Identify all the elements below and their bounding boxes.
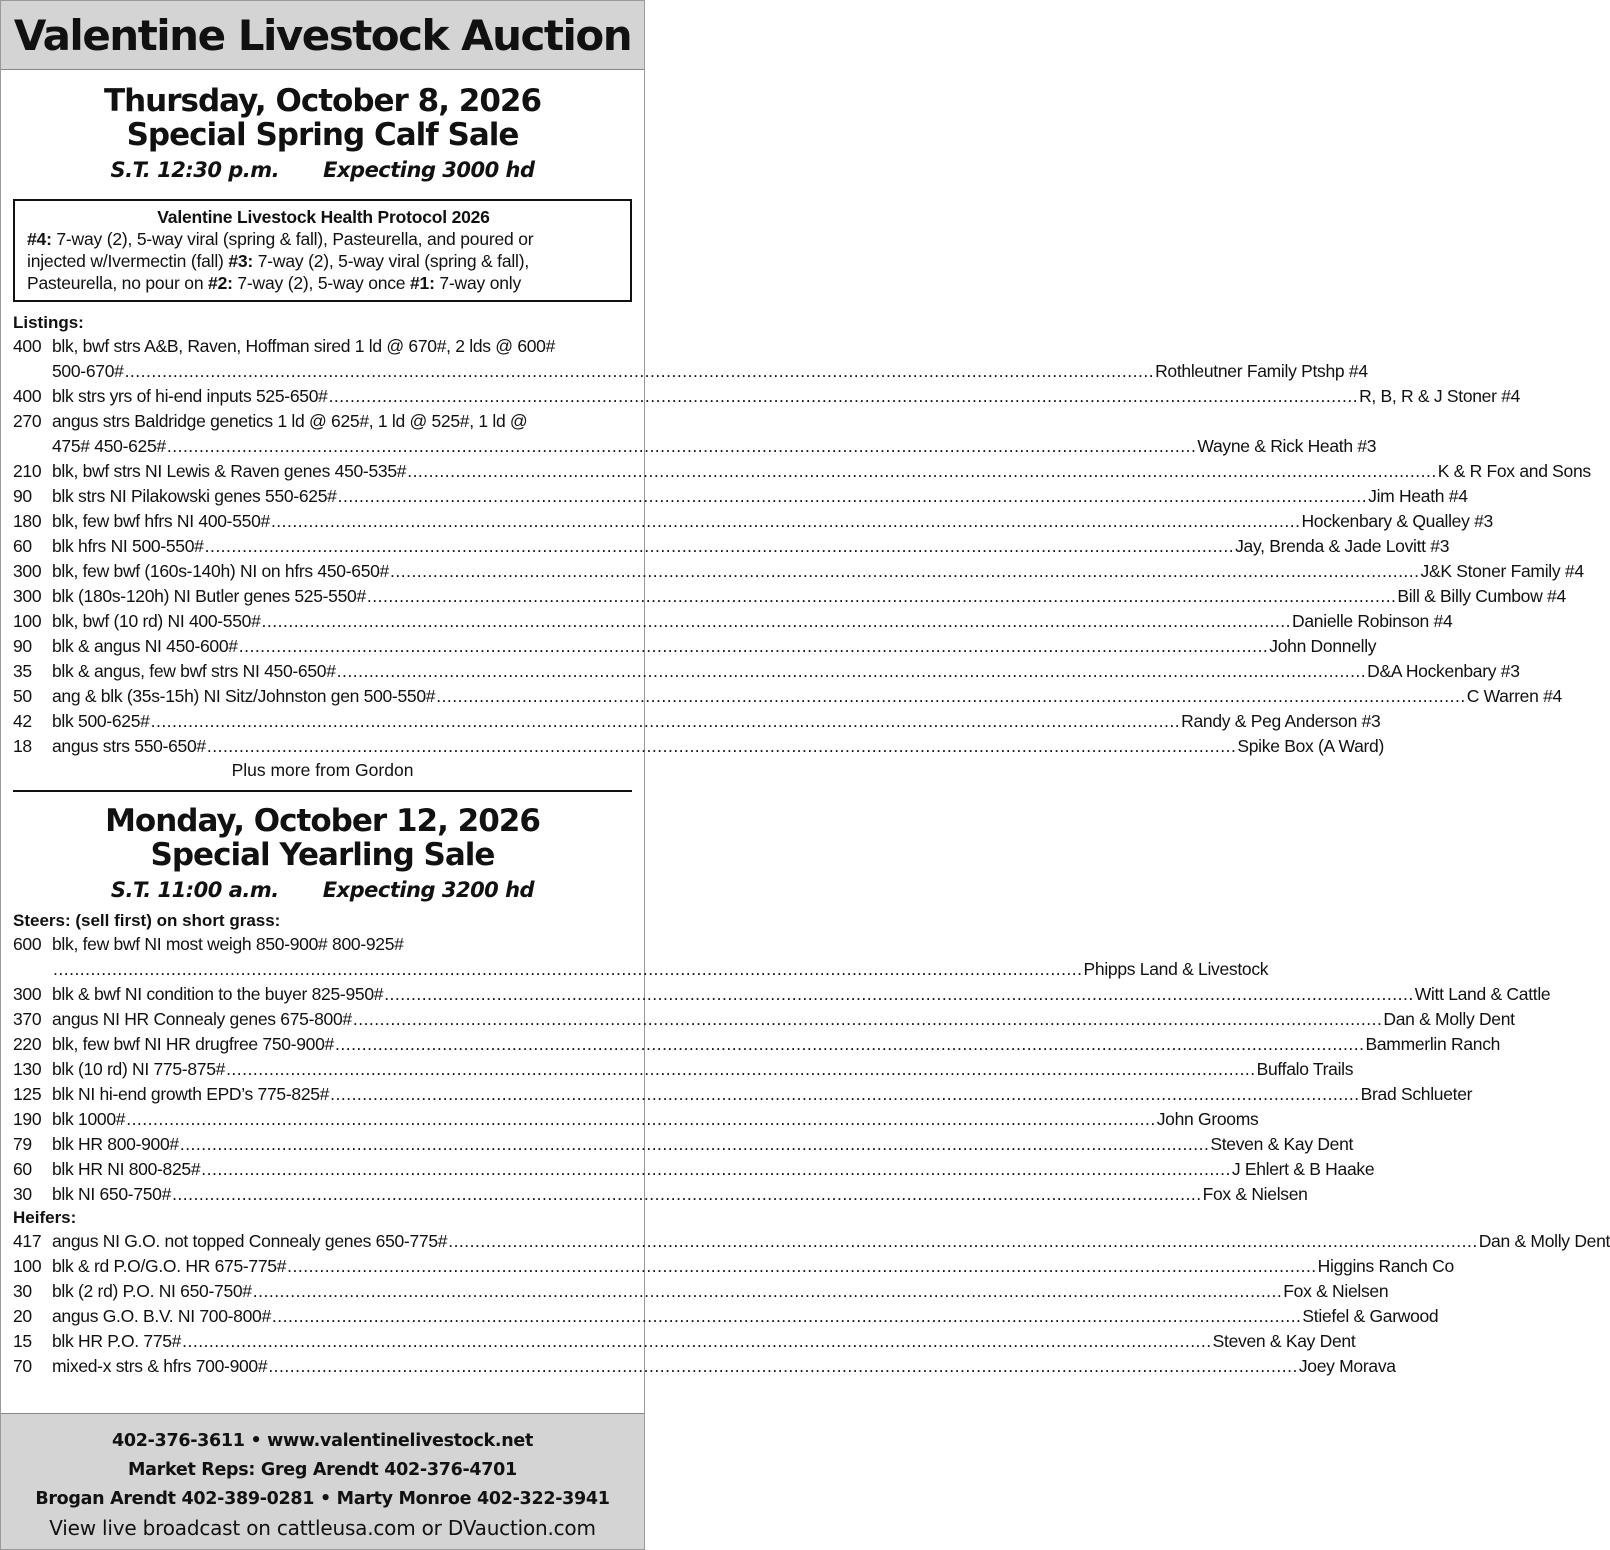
market-reps-line: Market Reps: Greg Arendt 402-376-4701	[128, 1460, 517, 1480]
cattle-description: blk (2 rd) P.O. NI 650-750#	[52, 1281, 252, 1301]
cattle-description: blk, few bwf hfrs NI 400-550#	[52, 511, 270, 531]
list-item-line	[13, 734, 1385, 759]
cattle-description: blk, bwf strs NI Lewis & Raven genes 450-535#	[52, 461, 407, 481]
list-item	[13, 509, 1493, 534]
list-item	[13, 634, 1377, 659]
consignor-name: Steven & Kay Dent	[1212, 1331, 1356, 1351]
list-item-line	[13, 1229, 1610, 1254]
list-item	[13, 684, 1562, 709]
head-count: 100	[13, 1256, 42, 1276]
head-count: 60	[13, 536, 32, 556]
head-count: 35	[13, 661, 32, 681]
list-item	[13, 334, 1368, 384]
head-count: 60	[13, 1159, 32, 1179]
consignor-name: Bill & Billy Cumbow #4	[1397, 586, 1566, 606]
dot-leader	[167, 434, 1197, 459]
sale-1-expecting: Expecting 3000 hd	[323, 158, 535, 182]
consignor-name: Jim Heath #4	[1368, 486, 1468, 506]
list-item-line	[13, 1082, 1473, 1107]
sale-2-date: Monday, October 12, 2026	[105, 803, 540, 839]
market-reps-line-2: Brogan Arendt 402-389-0281 • Marty Monroe 402-322-3941	[35, 1489, 610, 1509]
head-count: 20	[13, 1306, 32, 1326]
cattle-description: blk NI 650-750#	[52, 1184, 172, 1204]
head-count: 18	[13, 736, 32, 756]
consignor-name: Phipps Land & Livestock	[1083, 959, 1269, 979]
cattle-description-continued: 500-670#	[52, 361, 124, 381]
cattle-description: ang & blk (35s-15h) NI Sitz/Johnston gen 500-550#	[52, 686, 436, 706]
listings-label: Listings:	[13, 313, 84, 332]
heifers-list	[1, 1229, 1610, 1379]
list-item-line	[13, 1329, 1356, 1354]
list-item-line	[13, 1107, 1259, 1132]
consignor-name: Danielle Robinson #4	[1292, 611, 1453, 631]
list-item	[13, 409, 1377, 459]
consignor-name: John Donnelly	[1269, 636, 1377, 656]
dot-leader	[53, 957, 1083, 982]
protocol-text-segment: 7-way (2), 5-way viral (spring & fall), Pasteurella, and poured or	[51, 229, 534, 249]
list-item	[13, 1229, 1610, 1254]
head-count: 90	[13, 486, 32, 506]
list-item-line	[13, 584, 1566, 609]
list-item-line	[13, 459, 1591, 484]
consignor-name: Brad Schlueter	[1360, 1084, 1473, 1104]
head-count: 30	[13, 1184, 32, 1204]
consignor-name: Hockenbary & Qualley #3	[1301, 511, 1493, 531]
cattle-description: blk, few bwf NI most weigh 850-900# 800-925#	[52, 934, 404, 954]
consignor-name: Rothleutner Family Ptshp #4	[1155, 361, 1368, 381]
protocol-text	[27, 228, 620, 294]
cattle-description: blk 500-625#	[52, 711, 150, 731]
head-count: 210	[13, 461, 42, 481]
cattle-description: blk, few bwf NI HR drugfree 750-900#	[52, 1034, 334, 1054]
cattle-description: blk, bwf (10 rd) NI 400-550#	[52, 611, 261, 631]
head-count: 417	[13, 1231, 42, 1251]
consignor-name: Spike Box (A Ward)	[1237, 736, 1385, 756]
consignor-name: J Ehlert & B Haake	[1231, 1159, 1375, 1179]
cattle-description: angus NI HR Connealy genes 675-800#	[52, 1009, 352, 1029]
cattle-description: blk HR P.O. 775#	[52, 1331, 182, 1351]
dot-leader	[367, 584, 1397, 609]
auction-title: Valentine Livestock Auction	[13, 10, 632, 60]
protocol-level: #3:	[228, 251, 254, 271]
head-count: 42	[13, 711, 32, 731]
head-count: 220	[13, 1034, 42, 1054]
list-item	[13, 1304, 1439, 1329]
list-item-line	[13, 957, 1269, 982]
head-count: 15	[13, 1331, 32, 1351]
protocol-title: Valentine Livestock Health Protocol 2026	[157, 207, 490, 227]
dot-leader	[207, 734, 1237, 759]
dot-leader	[272, 1304, 1302, 1329]
dot-leader	[125, 359, 1155, 384]
list-item-line	[13, 484, 1468, 509]
list-item	[13, 609, 1453, 634]
head-count: 300	[13, 984, 42, 1004]
cattle-description: angus G.O. B.V. NI 700-800#	[52, 1306, 271, 1326]
consignor-name: R, B, R & J Stoner #4	[1359, 386, 1521, 406]
cattle-description: blk HR NI 800-825#	[52, 1159, 201, 1179]
list-item	[13, 1254, 1454, 1279]
consignor-name: Witt Land & Cattle	[1414, 984, 1551, 1004]
dot-leader	[151, 709, 1181, 734]
consignor-name: Steven & Kay Dent	[1210, 1134, 1354, 1154]
dot-leader	[180, 1132, 1210, 1157]
sale-2-start-time: S.T. 11:00 a.m.	[110, 878, 279, 902]
list-item-line	[13, 384, 1521, 409]
list-item-line	[13, 1279, 1389, 1304]
list-item-line	[13, 509, 1493, 534]
list-item-line	[13, 534, 1450, 559]
consignor-name: John Grooms	[1156, 1109, 1259, 1129]
more-listings-note: Plus more from Gordon	[231, 760, 414, 780]
dot-leader	[329, 384, 1359, 409]
list-item	[13, 1032, 1501, 1057]
list-item	[13, 932, 1269, 982]
list-item-line	[13, 559, 1584, 584]
cattle-description: blk & bwf NI condition to the buyer 825-950#	[52, 984, 384, 1004]
head-count: 125	[13, 1084, 42, 1104]
protocol-text-segment: 7-way (2), 5-way once	[232, 273, 411, 293]
cattle-description: angus strs 550-650#	[52, 736, 206, 756]
list-item	[13, 734, 1385, 759]
steers-list	[1, 932, 1551, 1207]
protocol-text-segment: 7-way (2), 5-way viral (spring & fall),	[253, 251, 530, 271]
cattle-description: blk HR 800-900#	[52, 1134, 179, 1154]
sale-1-date: Thursday, October 8, 2026	[103, 83, 542, 119]
dot-leader	[205, 534, 1235, 559]
contact-line: 402-376-3611 • www.valentinelivestock.net	[111, 1431, 534, 1451]
protocol-text-segment: Pasteurella, no pour on	[27, 273, 209, 293]
dot-leader	[384, 982, 1414, 1007]
dot-leader	[268, 1354, 1298, 1379]
cattle-description: blk NI hi-end growth EPD’s 775-825#	[52, 1084, 330, 1104]
consignor-name: Buffalo Trails	[1256, 1059, 1354, 1079]
head-count: 400	[13, 336, 42, 356]
cattle-description: blk, few bwf (160s-140h) NI on hfrs 450-650#	[52, 561, 389, 581]
consignor-name: Fox & Nielsen	[1202, 1184, 1308, 1204]
list-item-line	[13, 434, 1377, 459]
consignor-name: Jay, Brenda & Jade Lovitt #3	[1235, 536, 1450, 556]
list-item-line	[13, 1304, 1439, 1329]
list-item	[13, 559, 1584, 584]
protocol-level: #2:	[208, 273, 233, 293]
dot-leader	[436, 684, 1466, 709]
dot-leader	[226, 1057, 1256, 1082]
consignor-name: Randy & Peg Anderson #3	[1181, 711, 1381, 731]
list-item	[13, 1157, 1375, 1182]
cattle-description: blk & angus NI 450-600#	[52, 636, 238, 656]
steers-label: Steers: (sell first) on short grass:	[13, 911, 281, 930]
list-item-line	[13, 1007, 1515, 1032]
header-banner	[1, 1, 644, 70]
protocol-level: #1:	[410, 273, 435, 293]
list-item-line	[13, 982, 1551, 1007]
list-item-line	[13, 634, 1377, 659]
list-item-line	[13, 1132, 1354, 1157]
dot-leader	[287, 1254, 1317, 1279]
sale-1-heading	[1, 70, 644, 186]
sale-1-name: Special Spring Calf Sale	[126, 117, 519, 153]
dot-leader	[330, 1082, 1360, 1107]
list-item	[13, 1057, 1354, 1082]
list-item	[13, 384, 1521, 409]
list-item-line	[13, 709, 1381, 734]
list-item	[13, 1354, 1396, 1379]
list-item	[13, 982, 1551, 1007]
list-item	[13, 1107, 1259, 1132]
consignor-name: C Warren #4	[1466, 686, 1562, 706]
head-count: 90	[13, 636, 32, 656]
consignor-name: K & R Fox and Sons	[1437, 461, 1591, 481]
health-protocol-box	[13, 199, 632, 302]
list-item-line	[13, 609, 1453, 634]
list-item-line	[13, 409, 629, 434]
head-count: 400	[13, 386, 42, 406]
consignor-name: Dan & Molly Dent	[1383, 1009, 1515, 1029]
head-count: 100	[13, 611, 42, 631]
head-count: 370	[13, 1009, 42, 1029]
dot-leader	[271, 509, 1301, 534]
consignor-name: Stiefel & Garwood	[1302, 1306, 1439, 1326]
dot-leader	[353, 1007, 1383, 1032]
cattle-description: blk strs NI Pilakowski genes 550-625#	[52, 486, 337, 506]
cattle-description: blk 1000#	[52, 1109, 126, 1129]
list-item	[13, 1132, 1354, 1157]
dot-leader	[337, 659, 1367, 684]
heifers-label: Heifers:	[13, 1208, 77, 1227]
dot-leader	[338, 484, 1368, 509]
cattle-description: blk strs yrs of hi-end inputs 525-650#	[52, 386, 328, 406]
consignor-name: Fox & Nielsen	[1283, 1281, 1389, 1301]
head-count: 79	[13, 1134, 32, 1154]
list-item-line	[13, 1032, 1501, 1057]
consignor-name: Dan & Molly Dent	[1478, 1231, 1610, 1251]
list-item	[13, 709, 1381, 734]
dot-leader	[335, 1032, 1365, 1057]
sale-2-name: Special Yearling Sale	[150, 837, 495, 873]
list-item	[13, 534, 1450, 559]
dot-leader	[407, 459, 1437, 484]
list-item	[13, 1007, 1515, 1032]
dot-leader	[390, 559, 1420, 584]
list-item	[13, 659, 1520, 684]
protocol-text-segment: 7-way only	[434, 273, 522, 293]
head-count: 130	[13, 1059, 42, 1079]
consignor-name: Bammerlin Ranch	[1365, 1034, 1501, 1054]
listings-list	[1, 334, 1591, 759]
footer-banner	[1, 1413, 644, 1549]
head-count: 190	[13, 1109, 42, 1129]
sale-2-meta	[1, 876, 644, 904]
list-item-line	[13, 1057, 1354, 1082]
protocol-text-segment: injected w/Ivermectin (fall)	[27, 251, 229, 271]
cattle-description: angus NI G.O. not topped Connealy genes 650-775#	[52, 1231, 448, 1251]
cattle-description: blk hfrs NI 500-550#	[52, 536, 204, 556]
protocol-line	[27, 250, 620, 272]
protocol-line	[27, 272, 620, 294]
list-item-line	[13, 1254, 1454, 1279]
protocol-line	[27, 228, 620, 250]
dot-leader	[239, 634, 1269, 659]
list-item-line	[13, 334, 629, 359]
cattle-description: blk & rd P.O/G.O. HR 675-775#	[52, 1256, 287, 1276]
cattle-description: mixed-x strs & hfrs 700-900#	[52, 1356, 268, 1376]
sale-2-heading	[1, 792, 644, 904]
protocol-level: #4:	[27, 229, 52, 249]
head-count: 300	[13, 561, 42, 581]
list-item	[13, 1279, 1389, 1304]
list-item-line	[13, 932, 629, 957]
head-count: 70	[13, 1356, 32, 1376]
head-count: 50	[13, 686, 32, 706]
head-count: 300	[13, 586, 42, 606]
cattle-description: angus strs Baldridge genetics 1 ld @ 625#, 1 ld @ 525#, 1 ld @	[52, 411, 528, 431]
cattle-description-continued: 475# 450-625#	[52, 436, 166, 456]
head-count: 30	[13, 1281, 32, 1301]
consignor-name: Wayne & Rick Heath #3	[1197, 436, 1377, 456]
list-item	[13, 1182, 1308, 1207]
consignor-name: Higgins Ranch Co	[1317, 1256, 1454, 1276]
dot-leader	[262, 609, 1292, 634]
list-item	[13, 459, 1591, 484]
list-item-line	[13, 1182, 1308, 1207]
consignor-name: D&A Hockenbary #3	[1367, 661, 1520, 681]
dot-leader	[201, 1157, 1231, 1182]
broadcast-line: View live broadcast on cattleusa.com or DVauction.com	[49, 1516, 596, 1540]
sale-1-start-time: S.T. 12:30 p.m.	[110, 158, 280, 182]
list-item	[13, 584, 1566, 609]
dot-leader	[126, 1107, 1156, 1132]
list-item-line	[13, 359, 1368, 384]
sale-2-expecting: Expecting 3200 hd	[322, 878, 535, 902]
list-item-line	[13, 1157, 1375, 1182]
cattle-description: blk, bwf strs A&B, Raven, Hoffman sired 1 ld @ 670#, 2 lds @ 600#	[52, 336, 556, 356]
cattle-description: blk (180s-120h) NI Butler genes 525-550#	[52, 586, 366, 606]
list-item	[13, 1329, 1356, 1354]
cattle-description: blk & angus, few bwf strs NI 450-650#	[52, 661, 336, 681]
list-item-line	[13, 684, 1562, 709]
dot-leader	[448, 1229, 1478, 1254]
list-item	[13, 1082, 1473, 1107]
cattle-description: blk (10 rd) NI 775-875#	[52, 1059, 226, 1079]
head-count: 600	[13, 934, 42, 954]
list-item	[13, 484, 1468, 509]
consignor-name: J&K Stoner Family #4	[1420, 561, 1584, 581]
dot-leader	[182, 1329, 1212, 1354]
head-count: 270	[13, 411, 42, 431]
consignor-name: Joey Morava	[1298, 1356, 1396, 1376]
list-item-line	[13, 1354, 1396, 1379]
list-item-line	[13, 659, 1520, 684]
dot-leader	[172, 1182, 1202, 1207]
dot-leader	[253, 1279, 1283, 1304]
sale-1-meta	[1, 156, 644, 184]
head-count: 180	[13, 511, 42, 531]
